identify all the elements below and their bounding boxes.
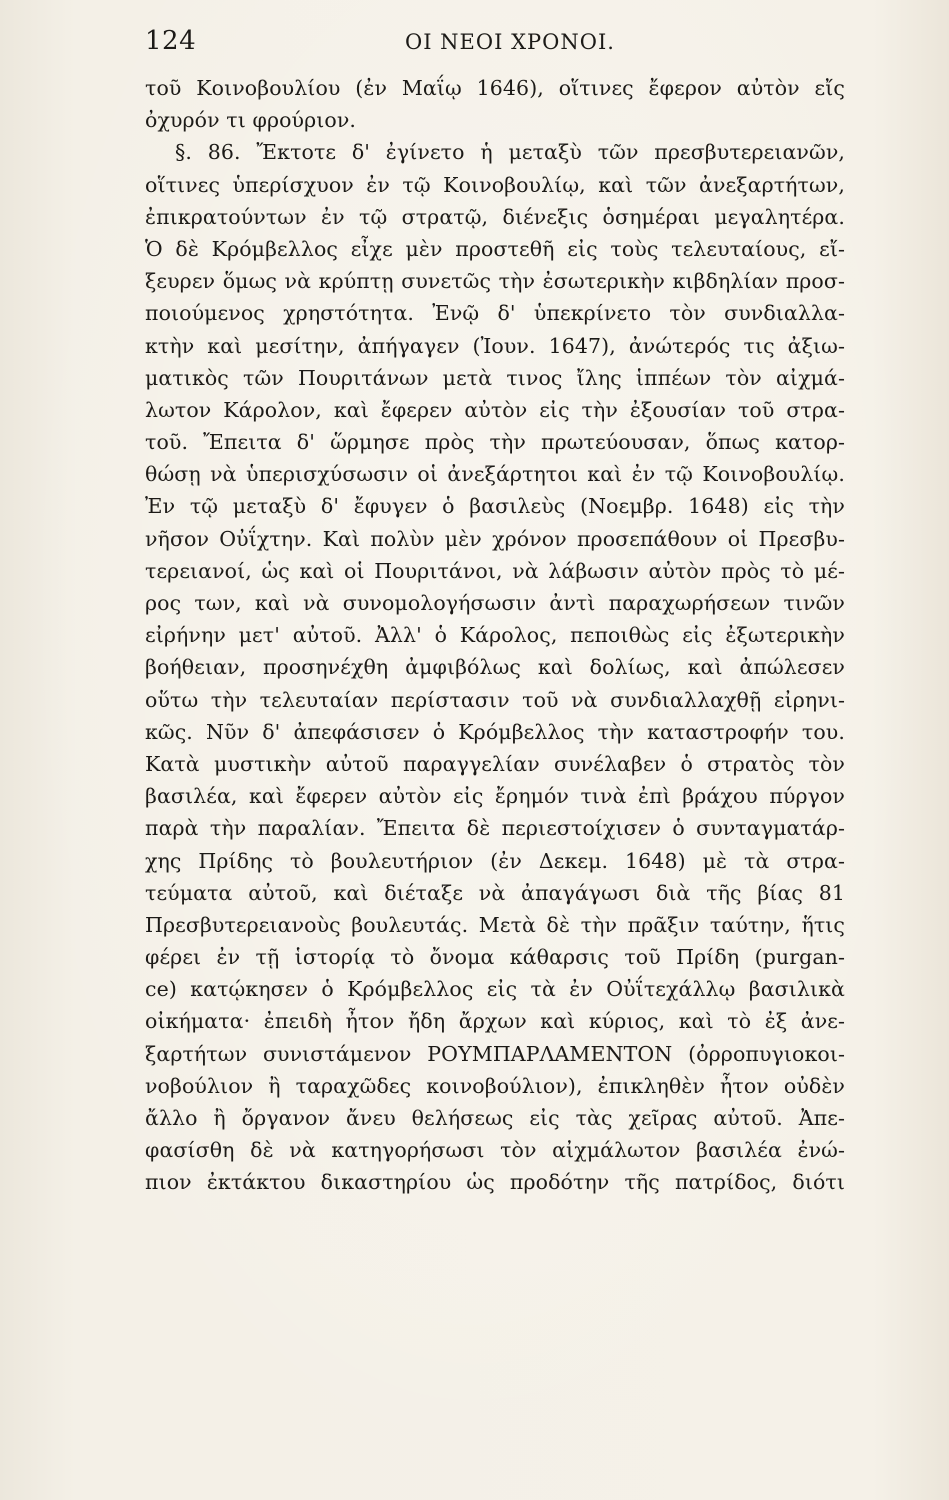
section-start-line: §. 86. Ἔκτοτε δ' ἐγίνετο ἡ μεταξὺ τῶν πρεσβυτερειανῶν, <box>175 140 845 165</box>
page-number: 124 <box>145 26 197 56</box>
text-line: ξευρεν ὅμως νὰ κρύπτῃ συνετῶς τὴν ἐσωτερικὴν κιβδηλίαν προσ- <box>145 269 845 294</box>
text-line: θώσῃ νὰ ὑπερισχύσωσιν οἱ ἀνεξάρτητοι καὶ ἐν τῷ Κοινοβουλίῳ. <box>145 462 845 487</box>
running-title: ΟΙ ΝΕΟΙ ΧΡΟΝΟΙ. <box>405 30 615 54</box>
text-line: νῆσον Οὐΐχτην. Καὶ πολὺν μὲν χρόνον προσεπάθουν οἱ Πρεσβυ- <box>145 526 845 551</box>
text-line: οὕτω τὴν τελευταίαν περίστασιν τοῦ νὰ συνδιαλλαχθῇ εἰρηνι- <box>145 687 845 712</box>
text-line: χης Πρίδης τὸ βουλευτήριον (ἐν Δεκεμ. 1648) μὲ τὰ στρα- <box>145 848 845 873</box>
text-line: νοβούλιον ἢ ταραχῶδες κοινοβούλιον), ἐπικληθὲν ἦτον οὐδὲν <box>145 1073 845 1098</box>
text-line: ρος των, καὶ νὰ συνομολογήσωσιν ἀντὶ παραχωρήσεων τινῶν <box>145 591 845 615</box>
text-line: Κατὰ μυστικὴν αὐτοῦ παραγγελίαν συνέλαβεν ὁ στρατὸς τὸν <box>145 751 845 776</box>
text-line: κῶς. Νῦν δ' ἀπεφάσισεν ὁ Κρόμβελλος τὴν καταστροφήν του. <box>145 719 845 744</box>
text-line: Ὁ δὲ Κρόμβελλος εἶχε μὲν προστεθῆ εἰς τοὺς τελευταίους, εἴ- <box>145 236 845 261</box>
text-line: πιον ἐκτάκτου δικαστηρίου ὡς προδότην τῆς πατρίδος, διότι <box>145 1170 845 1195</box>
text-line: εἰρήνην μετ' αὐτοῦ. Ἀλλ' ὁ Κάρολος, πεποιθὼς εἰς ἐξωτερικὴν <box>145 623 845 648</box>
text-line: βασιλέα, καὶ ἔφερεν αὐτὸν εἰς ἔρημόν τινὰ ἐπὶ βράχου πύργον <box>145 784 845 809</box>
body-text <box>145 72 845 1199</box>
text-line: ξαρτήτων συνιστάμενον ΡΟΥΜΠΑΡΛΑΜΕΝΤΟΝ (ὀρροπυγιοκοι- <box>145 1041 845 1066</box>
text-line: ποιούμενος χρηστότητα. Ἐνῷ δ' ὑπεκρίνετο τὸν συνδιαλλα- <box>145 301 845 326</box>
text-line: οἵτινες ὑπερίσχυον ἐν τῷ Κοινοβουλίῳ, καὶ τῶν ἀνεξαρτήτων, <box>145 172 845 197</box>
text-line: Ἐν τῷ μεταξὺ δ' ἔφυγεν ὁ βασιλεὺς (Νοεμβρ. 1648) εἰς τὴν <box>145 494 845 519</box>
text-line: οἰκήματα· ἐπειδὴ ἦτον ἤδη ἄρχων καὶ κύριος, καὶ τὸ ἐξ ἀνε- <box>145 1009 845 1034</box>
text-line: τεύματα αὐτοῦ, καὶ διέταξε νὰ ἀπαγάγωσι διὰ τῆς βίας 81 <box>145 880 845 905</box>
text-line: φέρει ἐν τῇ ἱστορίᾳ τὸ ὄνομα κάθαρσις τοῦ Πρίδη (purgan- <box>145 945 845 970</box>
running-header <box>145 26 845 62</box>
text-line: ἐπικρατούντων ἐν τῷ στρατῷ, διένεξις ὁσημέραι μεγαλητέρα. <box>145 204 845 229</box>
text-line: παρὰ τὴν παραλίαν. Ἔπειτα δὲ περιεστοίχισεν ὁ συνταγματάρ- <box>145 816 845 841</box>
text-line: ἄλλο ἢ ὄργανον ἄνευ θελήσεως εἰς τὰς χεῖρας αὐτοῦ. Ἀπε- <box>145 1106 845 1130</box>
text-line: βοήθειαν, προσηνέχθη ἀμφιβόλως καὶ δολίως, καὶ ἀπώλεσεν <box>145 655 845 680</box>
text-line: Πρεσβυτερειανοὺς βουλευτάς. Μετὰ δὲ τὴν πρᾶξιν ταύτην, ἥτις <box>145 912 845 937</box>
text-line: λωτον Κάρολον, καὶ ἔφερεν αὐτὸν εἰς τὴν ἐξουσίαν τοῦ στρα- <box>145 397 845 422</box>
text-line: τοῦ Κοινοβουλίου (ἐν Μαΐῳ 1646), οἵτινες ἔφερον αὐτὸν εἴς <box>145 76 845 100</box>
text-line: φασίσθη δὲ νὰ κατηγορήσωσι τὸν αἰχμάλωτον βασιλέα ἐνώ- <box>145 1138 845 1163</box>
text-line: ce) κατῴκησεν ὁ Κρόμβελλος εἰς τὰ ἐν Οὐΐτεχάλλῳ βασιλικὰ <box>145 977 845 1002</box>
text-line: ματικὸς τῶν Πουριτάνων μετὰ τινος ἴλης ἱππέων τὸν αἰχμά- <box>145 365 845 390</box>
text-line: κτὴν καὶ μεσίτην, ἀπήγαγεν (Ἰουν. 1647), ἀνώτερός τις ἀξιω- <box>145 333 845 358</box>
text-line: τερειανοί, ὡς καὶ οἱ Πουριτάνοι, νὰ λάβωσιν αὐτὸν πρὸς τὸ μέ- <box>145 558 845 583</box>
text-line: τοῦ. Ἔπειτα δ' ὥρμησε πρὸς τὴν πρωτεύουσαν, ὅπως κατορ- <box>145 430 845 455</box>
text-line: ὀχυρόν τι φρούριον. <box>145 108 357 133</box>
